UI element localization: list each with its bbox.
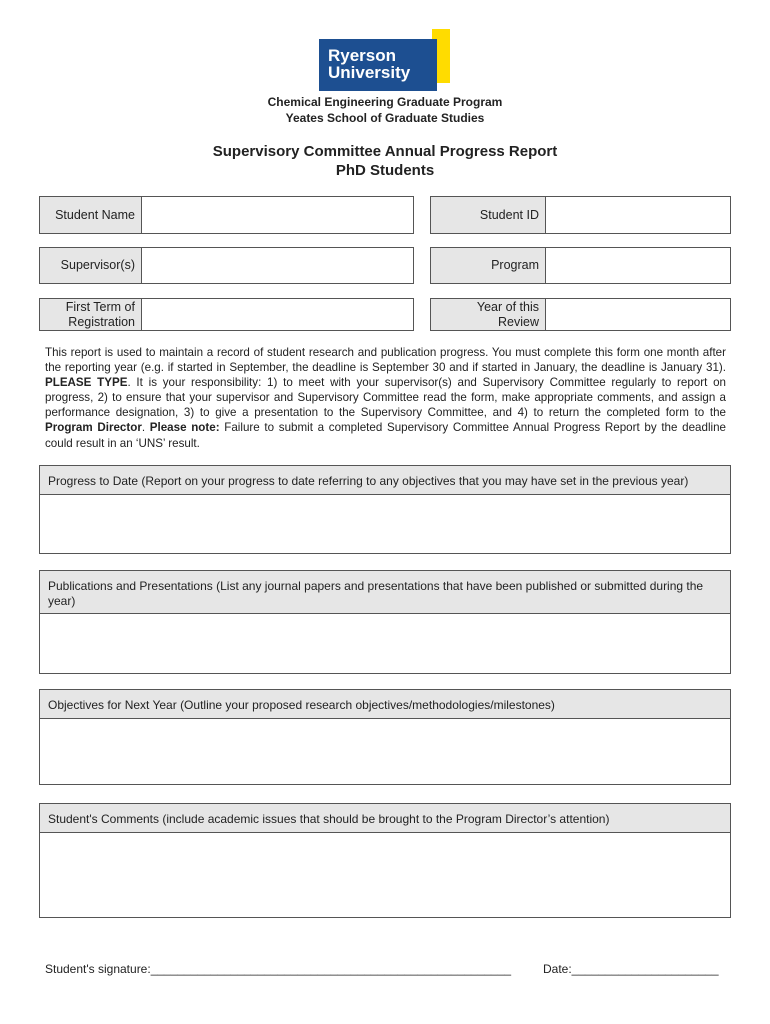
- date-line[interactable]: Date:______________________: [543, 962, 719, 976]
- progress-textarea[interactable]: [40, 495, 730, 553]
- intro-text-2: . It is your responsibility: 1) to meet with your supervisor(s) and Supervisory Committee regularly to report on progress, 2) to ensure that your supervisor and Supervisory Committee read the form, make appropriate comments, and assign a performance designation, 3) to give a presentation to the Supervisory Committee, and 4) to return the completed form to the: [45, 376, 726, 420]
- student-name-label-text: Student Name: [55, 207, 135, 222]
- comments-textarea[interactable]: [40, 833, 730, 917]
- logo-line-1: Ryerson: [328, 46, 397, 65]
- year-review-label: [430, 298, 546, 331]
- intro-text-3: .: [141, 421, 150, 435]
- year-review-label-line1: Year of this: [476, 299, 539, 314]
- intro-text-1: This report is used to maintain a record of student research and publication progress. You must complete this form one month after the reporting year (e.g. if started in September, the deadline is September 30 and if started in January, the deadline is January 31).: [45, 346, 726, 375]
- first-term-field[interactable]: [141, 298, 414, 331]
- program-label-text: Program: [491, 258, 539, 272]
- year-review-field[interactable]: [545, 298, 731, 331]
- first-term-label: [39, 298, 142, 331]
- school-name: Yeates School of Graduate Studies: [285, 111, 485, 125]
- logo-text: [328, 47, 410, 81]
- objectives-textarea[interactable]: [40, 719, 730, 784]
- intro-text-4: Failure to submit a completed Supervisory Committee Annual Progress Report by the deadline could result in an ‘UNS’ result.: [45, 421, 726, 450]
- first-term-label-line1: First Term of: [65, 299, 135, 314]
- year-review-label-line2: Review: [498, 314, 539, 329]
- comments-header: Student's Comments (include academic issues that should be brought to the Program Director’s attention): [40, 804, 730, 833]
- comments-section: [39, 803, 731, 918]
- progress-header: Progress to Date (Report on your progress to date referring to any objectives that you may have set in the previous year): [40, 466, 730, 495]
- student-signature-line[interactable]: Student's signature:______________________________________________________: [45, 962, 512, 976]
- first-term-label-line2: Registration: [68, 314, 135, 329]
- progress-section: [39, 465, 731, 554]
- instructions-paragraph: [45, 345, 726, 451]
- page-title: Supervisory Committee Annual Progress Report: [212, 143, 558, 160]
- intro-please-type: PLEASE TYPE: [45, 376, 128, 390]
- objectives-section: [39, 689, 731, 785]
- program-name: Chemical Engineering Graduate Program: [267, 95, 503, 109]
- supervisors-label-text: Supervisor(s): [60, 258, 135, 272]
- program-field[interactable]: [545, 247, 731, 284]
- student-id-field[interactable]: [545, 196, 731, 234]
- intro-program-director: Program Director: [45, 421, 142, 435]
- supervisors-label: [39, 247, 142, 284]
- publications-section: [39, 570, 731, 674]
- student-name-label: [39, 196, 142, 234]
- student-id-label-text: Student ID: [479, 207, 539, 222]
- program-label: [430, 247, 546, 284]
- publications-header: Publications and Presentations (List any journal papers and presentations that have been published or submitted during the year): [40, 571, 730, 614]
- student-id-label: [430, 196, 546, 234]
- logo-line-2: University: [328, 63, 411, 82]
- supervisors-field[interactable]: [141, 247, 414, 284]
- ryerson-logo: [319, 29, 451, 91]
- intro-please-note: Please note:: [149, 421, 220, 435]
- publications-textarea[interactable]: [40, 614, 730, 673]
- objectives-header: Objectives for Next Year (Outline your proposed research objectives/methodologies/milestones): [40, 690, 730, 719]
- student-name-field[interactable]: [141, 196, 414, 234]
- page-subtitle: PhD Students: [335, 162, 435, 179]
